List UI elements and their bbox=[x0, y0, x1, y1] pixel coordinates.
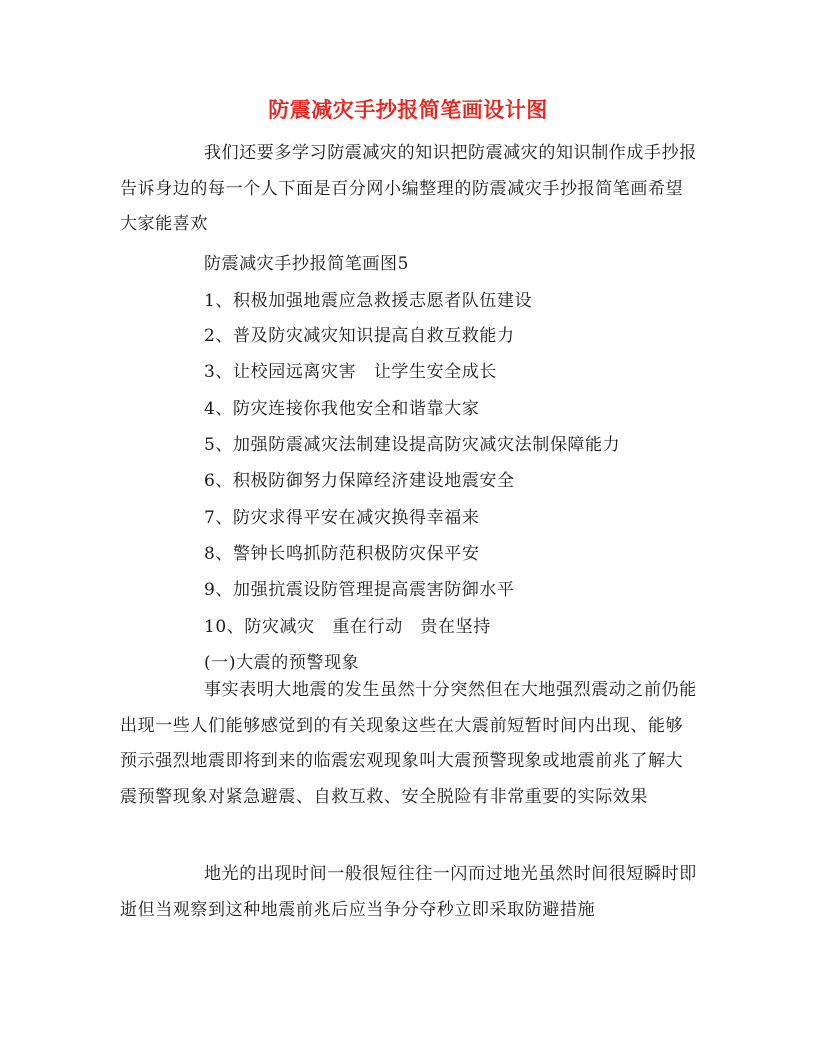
document-title: 防震减灾手抄报简笔画设计图 bbox=[268, 97, 548, 122]
slogan-item: 2、普及防灾减灾知识提高自救互救能力 bbox=[204, 326, 515, 346]
paragraph-1 bbox=[120, 673, 700, 815]
paragraph-2 bbox=[120, 857, 700, 928]
slogan-item: 1、积极加强地震应急救援志愿者队伍建设 bbox=[204, 291, 533, 311]
slogan-item: 3、让校园远离灾害 让学生安全成长 bbox=[204, 362, 498, 382]
slogan-item: 8、警钟长鸣抓防范积极防灾保平安 bbox=[204, 544, 480, 564]
intro-text: 我们还要多学习防震减灾的知识把防震减灾的知识制作成手抄报告诉身边的每一个人下面是百分网小编整理的防震减灾手抄报简笔画希望大家能喜欢 bbox=[120, 143, 697, 234]
slogan-item: 5、加强防震减灾法制建设提高防灾减灾法制保障能力 bbox=[204, 435, 621, 455]
slogan-item: 7、防灾求得平安在减灾换得幸福来 bbox=[204, 508, 480, 528]
slogan-item: 9、加强抗震设防管理提高震害防御水平 bbox=[204, 580, 515, 600]
slogan-item: 4、防灾连接你我他安全和谐靠大家 bbox=[204, 399, 480, 419]
slogan-item: 6、积极防御努力保障经济建设地震安全 bbox=[204, 471, 515, 491]
section-heading: (一)大震的预警现象 bbox=[204, 653, 360, 673]
paragraph-1-text: 事实表明大地震的发生虽然十分突然但在大地强烈震动之前仍能出现一些人们能够感觉到的有关现象这些在大震前短暂时间内出现、能够预示强烈地震即将到来的临震宏观现象叫大震预警现象或地震前兆了解大震预警现象对紧急避震、自救互救、安全脱险有非常重要的实际效果 bbox=[120, 680, 697, 807]
slogan-item: 10、防灾减灾 重在行动 贵在坚持 bbox=[204, 617, 491, 637]
intro-paragraph bbox=[120, 136, 700, 243]
paragraph-2-text: 地光的出现时间一般很短往往一闪而过地光虽然时间很短瞬时即逝但当观察到这种地震前兆后应当争分夺秒立即采取防避措施 bbox=[120, 864, 697, 920]
subheading: 防震减灾手抄报简笔画图5 bbox=[204, 254, 410, 274]
